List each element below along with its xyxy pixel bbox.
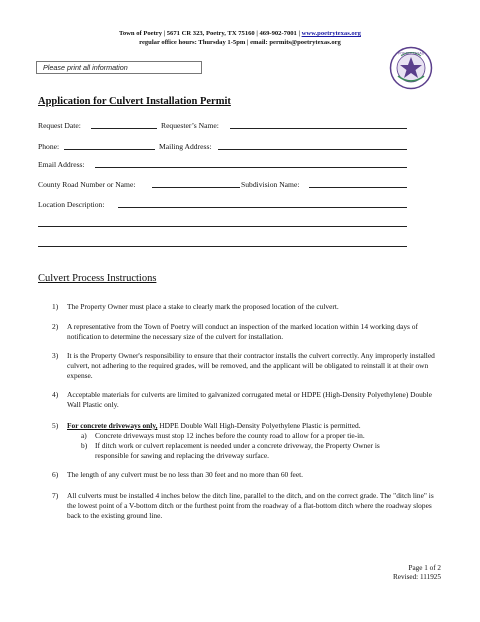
page-number: Page 1 of 2 (408, 564, 441, 572)
instruction-item-2 (38, 322, 438, 342)
requester-name-label: Requester’s Name: (161, 121, 219, 130)
sub-item-letter: b) (81, 441, 88, 450)
website-link[interactable]: www.poetrytexas.org (301, 30, 361, 37)
instruction-text: A representative from the Town of Poetry will conduct an inspection of the marked location within 14 working days of notification to determine the necessary size of the culvert for installation. (67, 322, 418, 341)
phone-field[interactable] (64, 149, 155, 150)
sub-item-text: If ditch work or culvert replacement is needed under a concrete driveway, the Property Owner is responsible for sawing and replacing the driveway surface. (95, 441, 380, 460)
town-seal-icon (389, 46, 433, 90)
requester-name-field[interactable] (230, 128, 407, 129)
instruction-number: 1) (52, 302, 59, 311)
instruction-text (67, 421, 438, 431)
instruction-number: 2) (52, 322, 59, 331)
request-date-field[interactable] (91, 128, 157, 129)
seal-text: POETRY TEXAS (398, 51, 424, 56)
instruction-text: The length of any culvert must be no less than 30 feet and no more than 60 feet. (67, 470, 304, 479)
email-label: Email Address: (38, 160, 85, 169)
header-line-2: regular office hours: Thursday 1-5pm | email: permits@poetrytexas.org (139, 39, 341, 46)
instruction-item-3 (38, 351, 438, 380)
instruction-number: 5) (52, 421, 59, 430)
location-field[interactable] (118, 207, 407, 208)
print-note: Please print all information (36, 61, 202, 74)
location-label: Location Description: (38, 200, 105, 209)
instruction-item-1 (38, 302, 438, 312)
sub-item-b (81, 441, 411, 461)
instruction-text: All culverts must be installed 4 inches below the ditch line, parallel to the ditch, and on the correct grade. The "ditch line" is the lowest point of a V-bottom ditch or the furthest point from the roadway of a flat-bottom ditch where the roadway slopes back to the existing ground line. (67, 491, 434, 520)
sub-item-a (81, 431, 411, 441)
sub-item-text: Concrete driveways must stop 12 inches before the county road to allow for a proper tie-in. (95, 431, 365, 440)
instruction-item-4 (38, 390, 438, 410)
instruction-text: It is the Property Owner's responsibility to ensure that their contractor installs the culvert correctly. Any improperly installed culvert, not adhering to the required grades, will be removed, and the applicant will be obligated to reinstall it at their own expense. (67, 351, 435, 380)
instruction-number: 4) (52, 390, 59, 399)
subdivision-field[interactable] (309, 187, 407, 188)
section-title: Culvert Process Instructions (38, 273, 157, 284)
subdivision-label: Subdivision Name: (241, 180, 300, 189)
email-field[interactable] (95, 167, 407, 168)
instruction-text: The Property Owner must place a stake to clearly mark the proposed location of the culvert. (67, 302, 339, 311)
county-road-label: County Road Number or Name: (38, 180, 136, 189)
header-contact: Town of Poetry | 5671 CR 323, Poetry, TX 75160 | 469-902-7001 | (119, 30, 300, 37)
location-field-line-3[interactable] (38, 246, 407, 247)
instruction-item-7 (38, 491, 438, 520)
instruction-lead: For concrete driveways only, (67, 421, 158, 430)
mailing-address-field[interactable] (218, 149, 407, 150)
header-line-1 (0, 29, 480, 38)
instruction-item-6 (38, 470, 438, 480)
location-field-line-2[interactable] (38, 226, 407, 227)
county-road-field[interactable] (152, 187, 240, 188)
instruction-text: Acceptable materials for culverts are limited to galvanized corrugated metal or HDPE (High-Density Polyethylene) Double Wall Plastic only. (67, 390, 432, 409)
page-title: Application for Culvert Installation Permit (38, 96, 231, 107)
instruction-number: 3) (52, 351, 59, 360)
instruction-number: 6) (52, 470, 59, 479)
instruction-item-5 (38, 421, 438, 431)
revision-label: Revised: 111925 (393, 573, 441, 581)
instruction-rest: HDPE Double Wall High-Density Polyethylene Plastic is permitted. (157, 421, 361, 430)
instruction-number: 7) (52, 491, 59, 500)
request-date-label: Request Date: (38, 121, 81, 130)
phone-label: Phone: (38, 142, 60, 151)
mailing-address-label: Mailing Address: (159, 142, 212, 151)
sub-item-letter: a) (81, 431, 87, 440)
